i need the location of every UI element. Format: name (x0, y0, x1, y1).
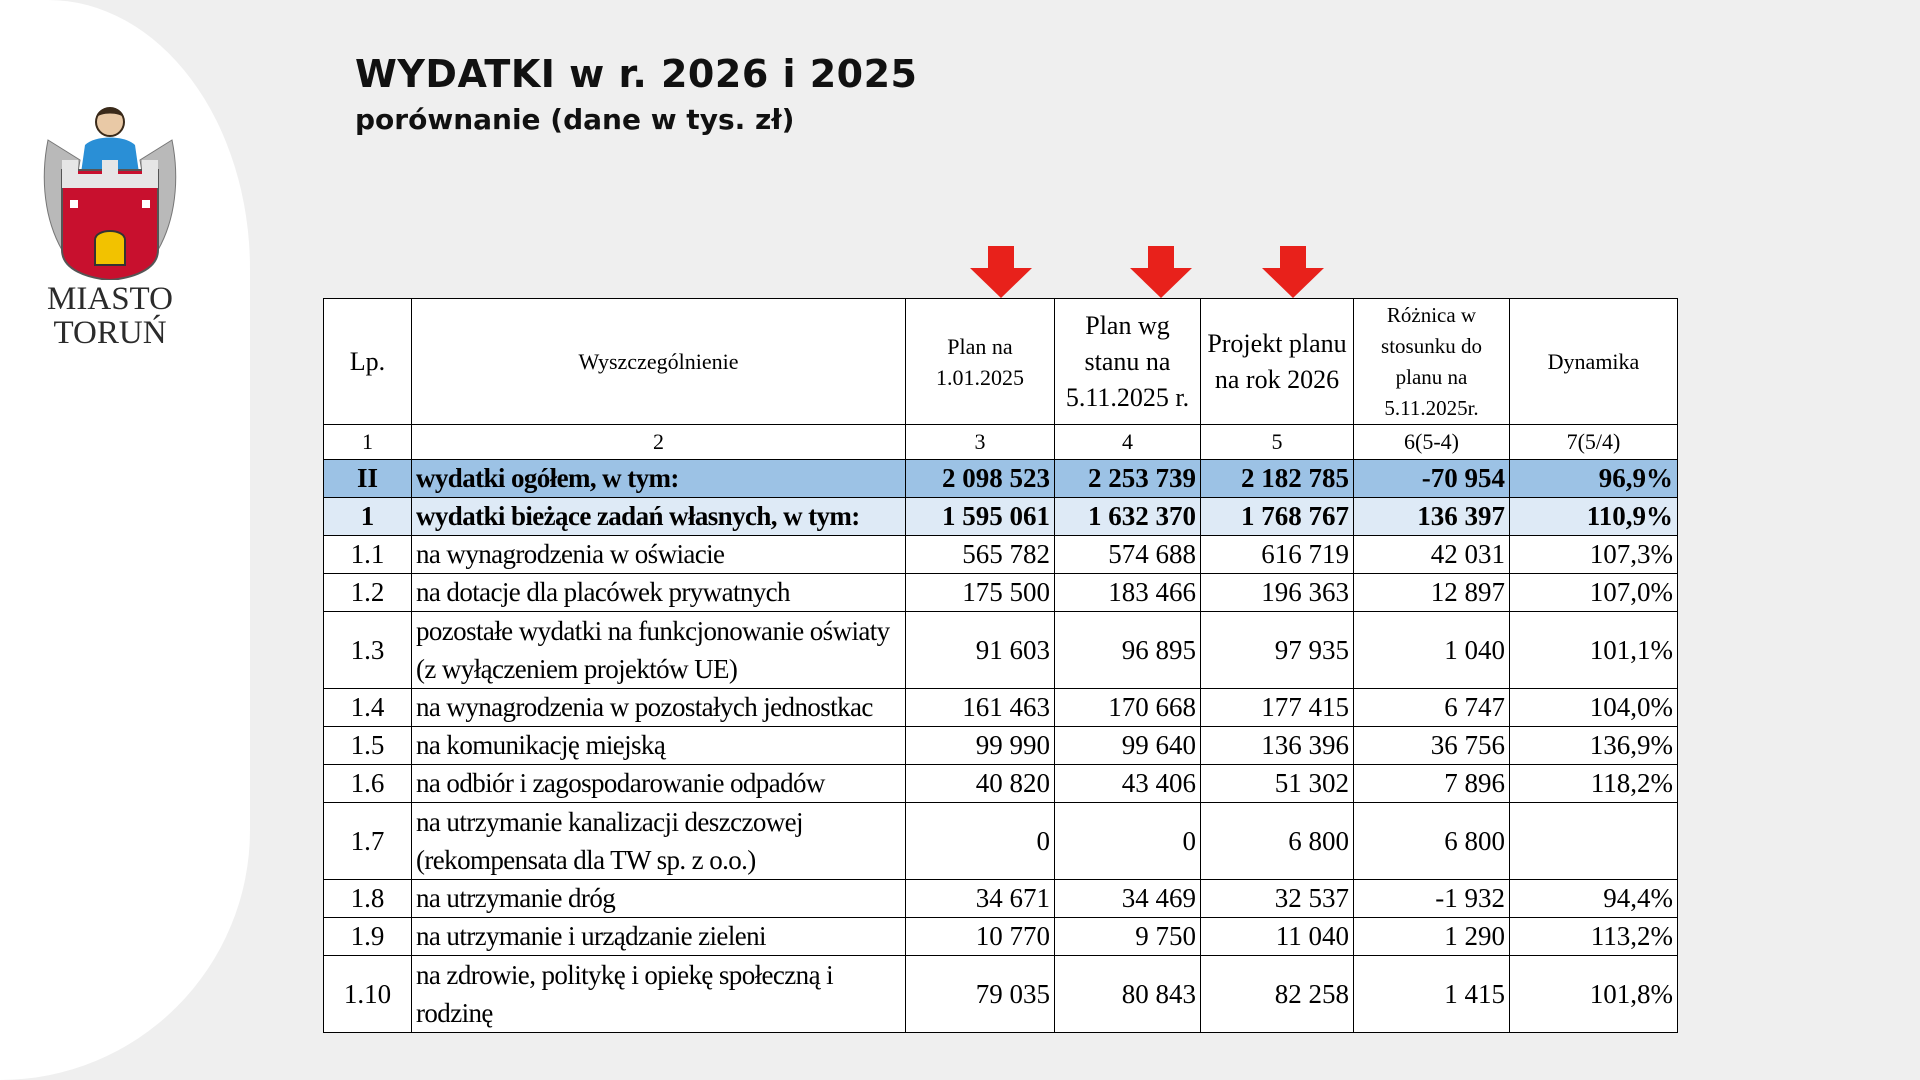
table-row (324, 880, 1678, 918)
row-plan-2025: 565 782 (906, 536, 1055, 574)
slide-title: WYDATKI w r. 2026 i 2025 (355, 52, 918, 96)
row-description: na wynagrodzenia w oświacie (412, 536, 906, 574)
row-description: na zdrowie, politykę i opiekę społeczną i rodzinę (412, 956, 906, 1033)
row-lp: 1.9 (324, 918, 412, 956)
row-plan-2025: 91 603 (906, 612, 1055, 689)
logo-line-1: MIASTO (47, 281, 173, 317)
row-description: wydatki ogółem, w tym: (412, 460, 906, 498)
row-plan-nov-2025: 183 466 (1055, 574, 1201, 612)
row-difference: 6 800 (1354, 803, 1510, 880)
row-plan-2025: 40 820 (906, 765, 1055, 803)
row-difference: 7 896 (1354, 765, 1510, 803)
row-dynamics: 113,2% (1510, 918, 1678, 956)
row-difference: 1 415 (1354, 956, 1510, 1033)
red-down-arrow-icon (1130, 246, 1192, 298)
row-plan-2025: 161 463 (906, 689, 1055, 727)
row-lp: 1.6 (324, 765, 412, 803)
row-description: na utrzymanie kanalizacji deszczowej (rekompensata dla TW sp. z o.o.) (412, 803, 906, 880)
column-number: 1 (324, 425, 412, 460)
row-lp: 1.8 (324, 880, 412, 918)
row-description: na odbiór i zagospodarowanie odpadów (412, 765, 906, 803)
table-row (324, 765, 1678, 803)
row-lp: 1.4 (324, 689, 412, 727)
row-difference: 6 747 (1354, 689, 1510, 727)
row-plan-2025: 175 500 (906, 574, 1055, 612)
column-number: 4 (1055, 425, 1201, 460)
row-plan-2025: 34 671 (906, 880, 1055, 918)
row-plan-nov-2025: 43 406 (1055, 765, 1201, 803)
row-dynamics: 101,1% (1510, 612, 1678, 689)
row-plan-nov-2025: 80 843 (1055, 956, 1201, 1033)
row-project-2026: 11 040 (1201, 918, 1354, 956)
row-difference: 1 040 (1354, 612, 1510, 689)
logo-line-2: TORUŃ (53, 315, 167, 351)
column-number: 6(5-4) (1354, 425, 1510, 460)
row-description: pozostałe wydatki na funkcjonowanie oświaty (z wyłączeniem projektów UE) (412, 612, 906, 689)
row-dynamics: 136,9% (1510, 727, 1678, 765)
row-dynamics: 107,0% (1510, 574, 1678, 612)
column-number-row (324, 425, 1678, 460)
row-plan-nov-2025: 96 895 (1055, 612, 1201, 689)
row-plan-2025: 99 990 (906, 727, 1055, 765)
row-difference: -1 932 (1354, 880, 1510, 918)
row-plan-nov-2025: 0 (1055, 803, 1201, 880)
row-dynamics: 96,9% (1510, 460, 1678, 498)
row-plan-2025: 79 035 (906, 956, 1055, 1033)
row-lp: II (324, 460, 412, 498)
row-dynamics: 110,9% (1510, 498, 1678, 536)
table-header-row (324, 299, 1678, 425)
row-description: wydatki bieżące zadań własnych, w tym: (412, 498, 906, 536)
row-dynamics: 104,0% (1510, 689, 1678, 727)
header-dynamics: Dynamika (1510, 299, 1678, 425)
row-plan-2025: 10 770 (906, 918, 1055, 956)
row-project-2026: 6 800 (1201, 803, 1354, 880)
row-dynamics: 118,2% (1510, 765, 1678, 803)
header-lp: Lp. (324, 299, 412, 425)
row-lp: 1 (324, 498, 412, 536)
row-project-2026: 51 302 (1201, 765, 1354, 803)
row-plan-nov-2025: 99 640 (1055, 727, 1201, 765)
row-project-2026: 2 182 785 (1201, 460, 1354, 498)
header-plan-2025: Plan na 1.01.2025 (906, 299, 1055, 425)
table-row (324, 956, 1678, 1033)
header-plan-nov-2025: Plan wg stanu na 5.11.2025 r. (1055, 299, 1201, 425)
row-lp: 1.3 (324, 612, 412, 689)
row-lp: 1.10 (324, 956, 412, 1033)
row-plan-nov-2025: 34 469 (1055, 880, 1201, 918)
row-lp: 1.1 (324, 536, 412, 574)
row-dynamics: 94,4% (1510, 880, 1678, 918)
row-plan-2025: 2 098 523 (906, 460, 1055, 498)
logo-text (40, 282, 180, 350)
row-project-2026: 1 768 767 (1201, 498, 1354, 536)
row-lp: 1.7 (324, 803, 412, 880)
row-difference: 1 290 (1354, 918, 1510, 956)
expenditure-table (323, 298, 1678, 1033)
red-down-arrow-icon (1262, 246, 1324, 298)
table-row (324, 612, 1678, 689)
row-project-2026: 97 935 (1201, 612, 1354, 689)
row-difference: 36 756 (1354, 727, 1510, 765)
table-row (324, 918, 1678, 956)
table-row (324, 574, 1678, 612)
row-project-2026: 616 719 (1201, 536, 1354, 574)
row-project-2026: 196 363 (1201, 574, 1354, 612)
row-description: na komunikację miejską (412, 727, 906, 765)
table-row (324, 727, 1678, 765)
row-plan-nov-2025: 1 632 370 (1055, 498, 1201, 536)
torun-coat-of-arms-logo (40, 100, 180, 280)
row-difference: -70 954 (1354, 460, 1510, 498)
table-row (324, 689, 1678, 727)
row-description: na wynagrodzenia w pozostałych jednostkac (412, 689, 906, 727)
column-number: 5 (1201, 425, 1354, 460)
column-number: 3 (906, 425, 1055, 460)
header-difference: Różnica w stosunku do planu na 5.11.2025r. (1354, 299, 1510, 425)
table-row (324, 803, 1678, 880)
row-plan-2025: 0 (906, 803, 1055, 880)
row-plan-2025: 1 595 061 (906, 498, 1055, 536)
row-description: na dotacje dla placówek prywatnych (412, 574, 906, 612)
row-lp: 1.5 (324, 727, 412, 765)
row-dynamics: 107,3% (1510, 536, 1678, 574)
row-dynamics (1510, 803, 1678, 880)
row-lp: 1.2 (324, 574, 412, 612)
row-difference: 42 031 (1354, 536, 1510, 574)
row-plan-nov-2025: 574 688 (1055, 536, 1201, 574)
red-down-arrow-icon (970, 246, 1032, 298)
row-plan-nov-2025: 2 253 739 (1055, 460, 1201, 498)
column-number: 7(5/4) (1510, 425, 1678, 460)
row-dynamics: 101,8% (1510, 956, 1678, 1033)
row-description: na utrzymanie dróg (412, 880, 906, 918)
table-row (324, 536, 1678, 574)
slide-subtitle: porównanie (dane w tys. zł) (355, 103, 795, 136)
column-number: 2 (412, 425, 906, 460)
row-project-2026: 136 396 (1201, 727, 1354, 765)
row-project-2026: 177 415 (1201, 689, 1354, 727)
header-project-2026: Projekt planu na rok 2026 (1201, 299, 1354, 425)
table-row (324, 460, 1678, 498)
row-project-2026: 82 258 (1201, 956, 1354, 1033)
row-difference: 136 397 (1354, 498, 1510, 536)
header-description: Wyszczególnienie (412, 299, 906, 425)
row-description: na utrzymanie i urządzanie zieleni (412, 918, 906, 956)
table-row (324, 498, 1678, 536)
row-difference: 12 897 (1354, 574, 1510, 612)
row-plan-nov-2025: 9 750 (1055, 918, 1201, 956)
row-plan-nov-2025: 170 668 (1055, 689, 1201, 727)
row-project-2026: 32 537 (1201, 880, 1354, 918)
